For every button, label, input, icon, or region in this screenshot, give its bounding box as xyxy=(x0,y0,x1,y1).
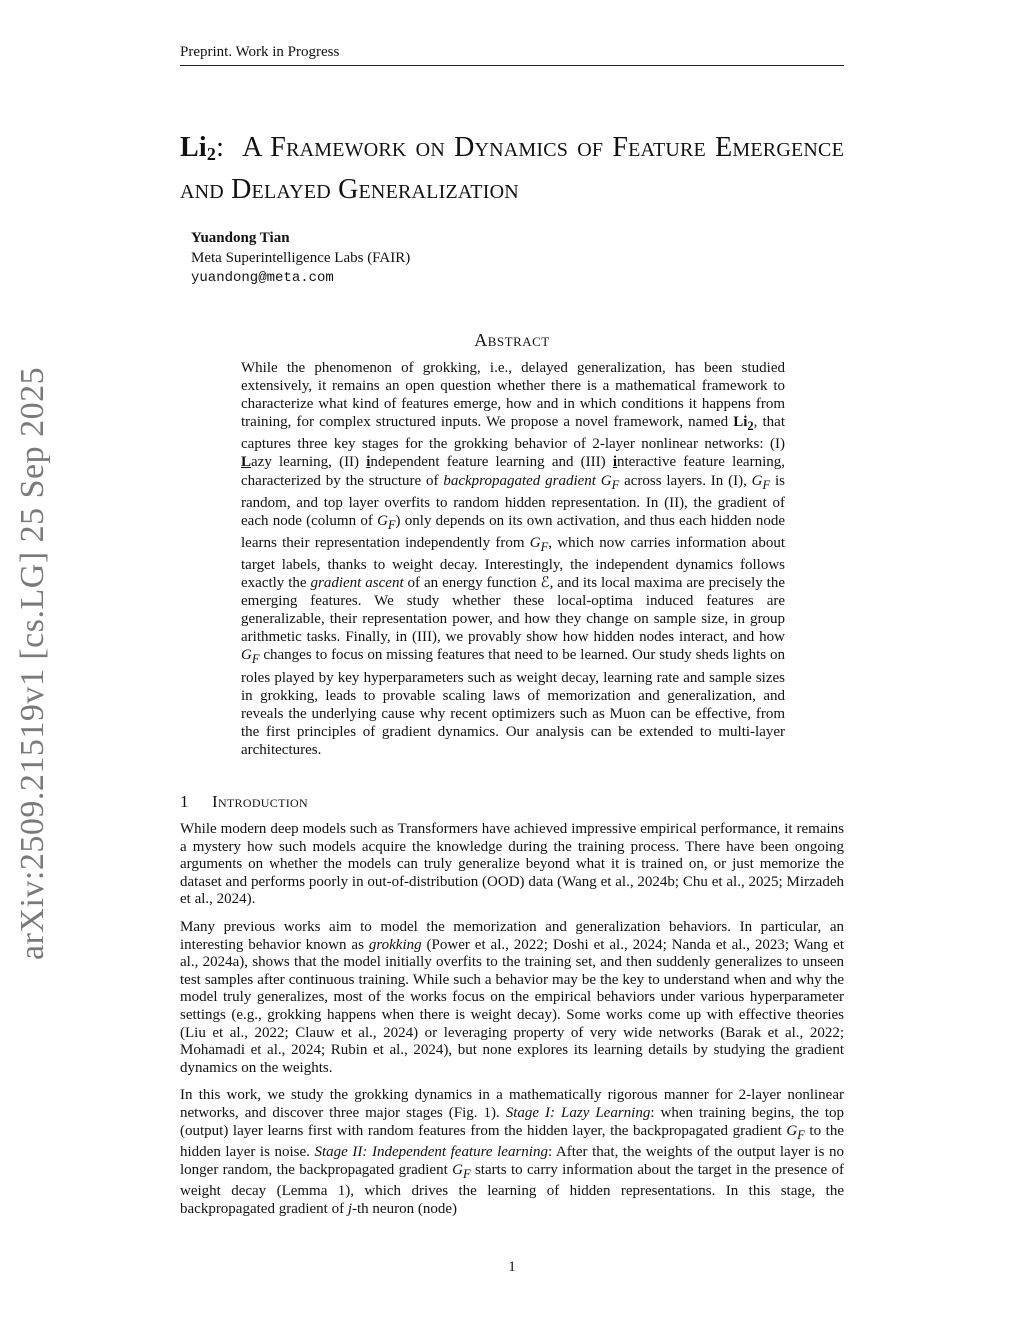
section-heading: 1 Introduction xyxy=(180,792,308,811)
arxiv-stamp: arXiv:2509.21519v1 [cs.LG] 25 Sep 2025 xyxy=(14,366,51,960)
intro-body xyxy=(180,821,844,1228)
running-header: Preprint. Work in Progress xyxy=(180,44,844,66)
abstract-heading: Abstract xyxy=(474,330,550,350)
title-text: A Framework on Dynamics of Feature Emergence and Delayed Generalization xyxy=(180,132,844,205)
paper-title: $Li_2$: A Framework on Dynamics of Feature Emergence and Delayed Generalization xyxy=(180,132,844,205)
author-email: yuandong@meta.com xyxy=(191,270,334,286)
page-number: 1 xyxy=(508,1259,516,1275)
intro-paragraph-1: While modern deep models such as Transformers have achieved impressive empirical performance, it remains a mystery how such models acquire the knowledge during the training process. There have been ongoing arguments on whether the models can truly generalize beyond what it is trained on, or just memorize the dataset and performs poorly in out-of-distribution (OOD) data (Wang et al., 2024b; Chu et al., 2025; Mirzadeh et al., 2024). xyxy=(180,821,844,908)
intro-paragraph-2: Many previous works aim to model the memorization and generalization behaviors. In particular, an interesting behavior known as grokking (Power et al., 2022; Doshi et al., 2024; Nanda et al., 2023; Wang et al., 2024a), shows that the model initially overfits to the training set, and then suddenly generalizes to unseen test samples after continuous training. While such a behavior may be the key to understand when and why the model truly generalizes, most of the works focus on the empirical behaviors under various hyperparameter settings (e.g., grokking happens when there is weight decay). Some works come up with effective theories (Liu et al., 2022; Clauw et al., 2024) or leveraging property of very wide networks (Barak et al., 2022; Mohamadi et al., 2024; Rubin et al., 2024), but none explores its learning details by studying the gradient dynamics on the weights. xyxy=(180,918,845,1076)
author-affiliation: Meta Superintelligence Labs (FAIR) xyxy=(191,250,411,266)
author-name: Yuandong Tian xyxy=(191,230,290,246)
intro-paragraph-3: In this work, we study the grokking dynamics in a mathematically rigorous manner for 2-layer nonlinear networks, and discover three major stages (Fig. 1). Stage I: Lazy Learning: when training begins, the top (output) layer learns first with random features from the hidden layer, the backpropagated gradient $G_F$ to the hidden layer is noise. Stage II: Independent feature learning: After that, the weights of the output layer is no longer random, the backpropagated gradient $G_F$ starts to carry information about the target in the presence of weight decay (Lemma 1), which drives the learning of hidden representations. In this stage, the backpropagated gradient of j-th neuron (node) xyxy=(180,1087,845,1217)
abstract-text: While the phenomenon of grokking, i.e., delayed generalization, has been studied extensively, it remains an open question whether there is a mathematical framework to characterize what kind of features emerge, how and in which conditions it happens from training, for complex structured inputs. We propose a novel framework, named $Li_2$, that captures three key stages for the grokking behavior of 2-layer nonlinear networks: (I) Lazy learning, (II) independent feature learning and (III) interactive feature learning, characterized by the structure of backpropagated gradient $G_F$ across layers. In (I), $G_F$ is random, and top layer overfits to random hidden representation. In (II), the gradient of each node (column of $G_F$) only depends on its own activation, and thus each hidden node learns their representation independently from $G_F$, which now carries information about target labels, thanks to weight decay. Interestingly, the independent dynamics follows exactly the gradient ascent of an energy function ℰ, and its local maxima are precisely the emerging features. We study whether these local-optima induced features are generalizable, their representation power, and how they change on sample size, in group arithmetic tasks. Finally, in (III), we provably show how hidden nodes interact, and how $G_F$ changes to focus on missing features that need to be learned. Our study sheds lights on roles played by key hyperparameters such as weight decay, learning rate and sample sizes in grokking, leads to provable scaling laws of memorization and generalization, and reveals the underlying cause why recent optimizers such as Muon can be effective, from the first principles of gradient dynamics. Our analysis can be extended to multi-layer architectures. xyxy=(241,360,785,758)
title-li2: $Li_2$ xyxy=(180,132,217,164)
author-block xyxy=(191,228,410,288)
